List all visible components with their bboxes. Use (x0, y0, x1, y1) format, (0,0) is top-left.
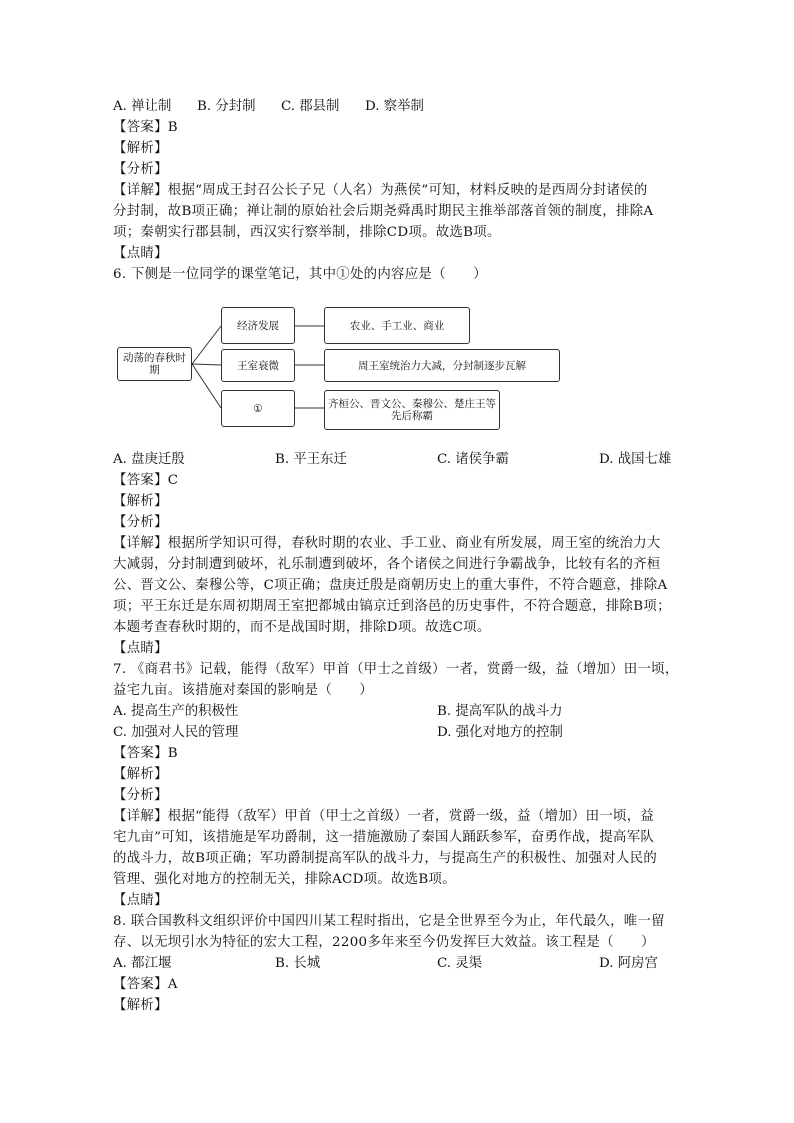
q5-detail-line: 【详解】根据“周成王封召公长子兄（人名）为燕侯”可知，材料反映的是西周分封诸侯的 (113, 183, 648, 198)
q6-jiexi-heading: 【解析】 (113, 494, 168, 509)
q5-jiexi-heading: 【解析】 (113, 141, 168, 156)
diagram-detail-economy: 农业、手工业、商业 (324, 307, 470, 344)
diagram-branch-blank: ① (221, 390, 295, 427)
q8-option-c[interactable]: C. 灵渠 (437, 956, 483, 971)
diagram-detail-royal-decline: 周王室统治力大减，分封制逐步瓦解 (324, 349, 560, 382)
q7-option-c[interactable]: C. 加强对人民的管理 (113, 725, 239, 740)
q8-jiexi-heading: 【解析】 (113, 998, 168, 1013)
q5-option-b[interactable]: B. 分封制 (197, 99, 256, 114)
connector-line (192, 326, 221, 364)
q7-jiexi-heading: 【解析】 (113, 767, 168, 782)
q7-detail-line: 宅九亩”可知，该措施是军功爵制，这一措施激励了秦国人踊跃参军，奋勇作战，提高军队 (113, 830, 655, 845)
q8-option-d[interactable]: D. 阿房宫 (599, 956, 658, 971)
q8-stem-line: 8. 联合国教科文组织评价中国四川某工程时指出，它是全世界至今为止，年代最久，唯一留 (113, 914, 665, 929)
q5-answer: 【答案】B (113, 120, 178, 135)
q6-stem: 6. 下侧是一位同学的课堂笔记，其中①处的内容应是（ ） (113, 267, 487, 282)
q8-options (113, 954, 681, 974)
q6-option-b[interactable]: B. 平王东迁 (275, 452, 347, 467)
diagram-branch-royal-decline: 王室衰微 (221, 349, 295, 382)
diagram-branch-economy: 经济发展 (221, 307, 295, 344)
q6-fenxi-heading: 【分析】 (113, 515, 168, 530)
q7-option-d[interactable]: D. 强化对地方的控制 (437, 725, 563, 740)
q5-option-d[interactable]: D. 察举制 (365, 99, 424, 114)
q8-option-b[interactable]: B. 长城 (275, 956, 321, 971)
q7-option-b[interactable]: B. 提高军队的战斗力 (437, 704, 563, 719)
q6-detail-line: 【详解】根据所学知识可得，春秋时期的农业、手工业、商业有所发展，周王室的统治力大 (113, 536, 661, 551)
q7-dianjing-heading: 【点睛】 (113, 893, 168, 908)
q7-options-row2 (113, 723, 681, 743)
q6-option-c[interactable]: C. 诸侯争霸 (437, 452, 509, 467)
q6-detail-line: 大减弱，分封制遭到破坏，礼乐制遭到破坏，各个诸侯之间进行争霸战争，比较有名的齐桓 (113, 557, 661, 572)
q6-answer: 【答案】C (113, 473, 179, 488)
q7-option-a[interactable]: A. 提高生产的积极性 (113, 704, 239, 719)
diagram-root-box: 动荡的春秋时期 (117, 347, 192, 381)
q6-option-d[interactable]: D. 战国七雄 (599, 452, 672, 467)
q5-option-a[interactable]: A. 禅让制 (113, 99, 172, 114)
diagram-detail-hegemons: 齐桓公、晋文公、秦穆公、楚庄王等先后称霸 (324, 390, 500, 430)
q6-detail-line: 项；平王东迁是东周初期周王室把都城由镐京迁到洛邑的历史事件，不符合题意，排除B项； (113, 599, 671, 614)
q6-detail-line: 本题考查春秋时期的，而不是战国时期，排除D项。故选C项。 (113, 620, 491, 635)
q7-detail-line: 管理、强化对地方的控制无关，排除ACD项。故选B项。 (113, 872, 456, 887)
q7-stem-line: 7. 《商君书》记载，能得（敌军）甲首（甲士之首级）一者，赏爵一级，益（增加）田一顷， (113, 662, 679, 677)
q7-stem-line: 益宅九亩。该措施对秦国的影响是（ ） (113, 683, 374, 698)
q5-fenxi-heading: 【分析】 (113, 162, 168, 177)
q5-options (113, 97, 681, 117)
q7-fenxi-heading: 【分析】 (113, 788, 168, 803)
q7-options-row1 (113, 702, 681, 722)
q7-detail-line: 的战斗力，故B项正确；军功爵制提高军队的战斗力，与提高生产的积极性、加强对人民的 (113, 851, 658, 866)
q8-answer: 【答案】A (113, 977, 178, 992)
q5-detail-line: 项；秦朝实行郡县制，西汉实行察举制，排除CD项。故选B项。 (113, 225, 501, 240)
q7-answer: 【答案】B (113, 746, 178, 761)
connector-line (192, 364, 221, 408)
q6-notes-diagram (113, 302, 573, 432)
q6-option-a[interactable]: A. 盘庚迁殷 (113, 452, 185, 467)
q6-detail-line: 公、晋文公、秦穆公等，C项正确；盘庚迁殷是商朝历史上的重大事件，不符合题意，排除A (113, 578, 668, 593)
q6-dianjing-heading: 【点睛】 (113, 641, 168, 656)
q8-option-a[interactable]: A. 都江堰 (113, 956, 172, 971)
q5-detail-line: 分封制，故B项正确；禅让制的原始社会后期尧舜禹时期民主推举部落首领的制度，排除A (113, 204, 654, 219)
q5-dianjing-heading: 【点睛】 (113, 246, 168, 261)
q6-options (113, 450, 681, 470)
q8-stem-line: 存、以无坝引水为特征的宏大工程，2200多年来至今仍发挥巨大效益。该工程是（ ） (113, 935, 655, 950)
q7-detail-line: 【详解】根据“能得（敌军）甲首（甲士之首级）一者，赏爵一级，益（增加）田一顷，益 (113, 809, 655, 824)
q5-option-c[interactable]: C. 郡县制 (281, 99, 340, 114)
connector-line (192, 364, 221, 365)
